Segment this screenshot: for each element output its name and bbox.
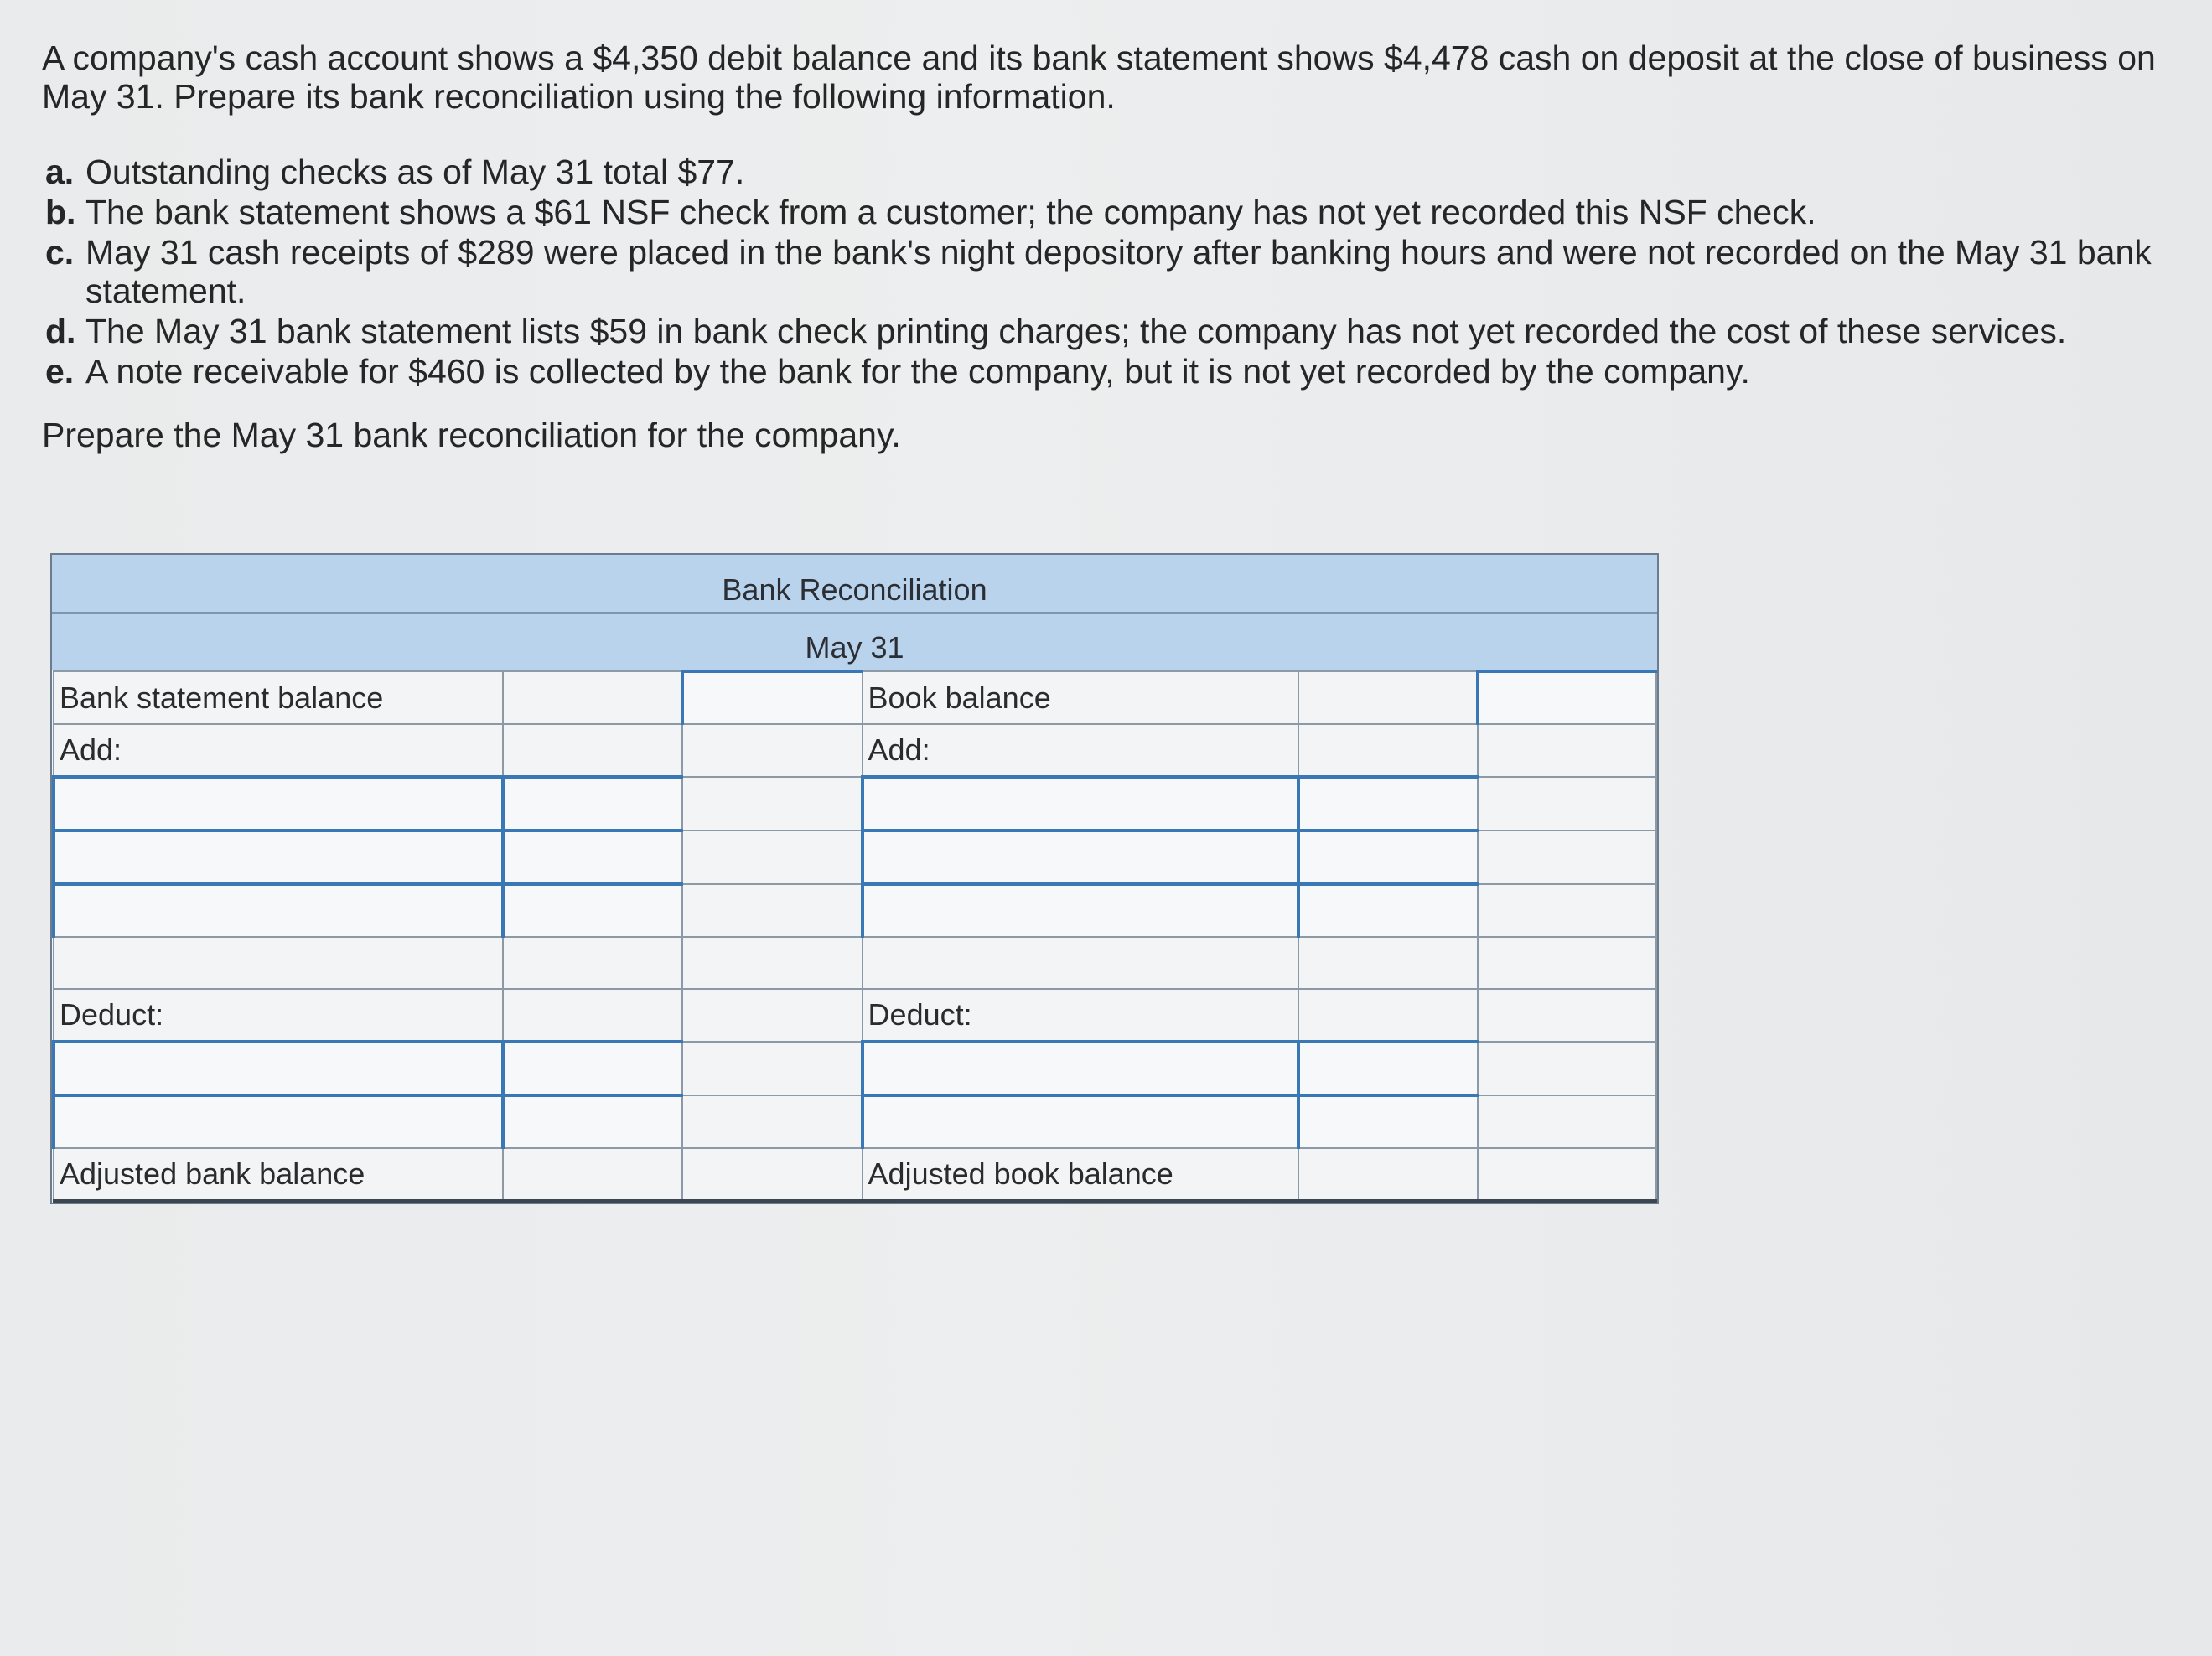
book-add-amount-input-2[interactable]: [1298, 831, 1477, 884]
empty-cell: [1478, 989, 1656, 1042]
empty-cell: [503, 937, 682, 989]
bank-deduct-amount-input-2[interactable]: [503, 1095, 682, 1148]
adjusted-book-balance-value: [1478, 1148, 1656, 1201]
empty-cell: [1298, 724, 1477, 777]
empty-cell: [682, 884, 862, 937]
empty-cell: [1478, 884, 1656, 937]
item-letter: a.: [45, 153, 75, 191]
empty-cell: [682, 724, 862, 777]
book-balance-label: Book balance: [863, 671, 1299, 724]
book-balance-spacer-cell: [1298, 671, 1477, 724]
item-letter: d.: [45, 312, 76, 350]
empty-cell: [503, 724, 682, 777]
item-letter: e.: [45, 352, 75, 391]
book-deduct-description-input-2[interactable]: [863, 1095, 1299, 1148]
bank-add-amount-input-3[interactable]: [503, 884, 682, 937]
problem-item-e: [42, 352, 2188, 391]
bank-add-label: Add:: [54, 724, 503, 777]
book-balance-input[interactable]: [1478, 671, 1656, 724]
problem-item-b: [42, 193, 2188, 231]
empty-cell: [54, 937, 503, 989]
table-row: [54, 989, 1656, 1042]
item-letter: b.: [45, 193, 76, 231]
empty-cell: [1298, 989, 1477, 1042]
empty-cell: [863, 937, 1299, 989]
table-row: [54, 831, 1656, 884]
empty-cell: [503, 989, 682, 1042]
book-deduct-description-input-1[interactable]: [863, 1042, 1299, 1095]
book-add-amount-input-1[interactable]: [1298, 777, 1477, 831]
item-text: Outstanding checks as of May 31 total $77.: [85, 153, 745, 191]
bank-deduct-description-input-1[interactable]: [54, 1042, 503, 1095]
item-text: The bank statement shows a $61 NSF check from a customer; the company has not yet recorded this NSF check.: [85, 193, 1816, 231]
table-row: [54, 884, 1656, 937]
empty-cell: [682, 831, 862, 884]
item-text: May 31 cash receipts of $289 were placed in the bank's night depository after banking hours and were not recorded on the May 31 bank statement.: [85, 233, 2152, 310]
book-add-description-input-3[interactable]: [863, 884, 1299, 937]
table-row: [54, 937, 1656, 989]
book-add-label: Add:: [863, 724, 1299, 777]
bank-statement-balance-input[interactable]: [682, 671, 862, 724]
bank-statement-balance-label: Bank statement balance: [54, 671, 503, 724]
bank-add-amount-input-1[interactable]: [503, 777, 682, 831]
problem-statement: [42, 39, 2188, 454]
adjusted-bank-balance-label: Adjusted bank balance: [54, 1148, 503, 1201]
empty-cell: [1478, 777, 1656, 831]
problem-instruction: Prepare the May 31 bank reconciliation for the company.: [42, 416, 901, 454]
bank-deduct-description-input-2[interactable]: [54, 1095, 503, 1148]
table-row: [54, 724, 1656, 777]
reconciliation-table: [52, 670, 1657, 1203]
bank-deduct-label: Deduct:: [54, 989, 503, 1042]
empty-cell: [1478, 1095, 1656, 1148]
problem-item-c: [42, 233, 2188, 310]
empty-cell: [503, 1148, 682, 1201]
adjusted-bank-balance-value: [682, 1148, 862, 1201]
empty-cell: [1298, 937, 1477, 989]
empty-cell: [682, 1042, 862, 1095]
empty-cell: [682, 989, 862, 1042]
empty-cell: [682, 937, 862, 989]
book-add-description-input-2[interactable]: [863, 831, 1299, 884]
bank-add-description-input-2[interactable]: [54, 831, 503, 884]
item-text: The May 31 bank statement lists $59 in bank check printing charges; the company has not yet recorded the cost of these services.: [85, 312, 2067, 350]
bank-reconciliation-form: [50, 553, 1659, 1204]
empty-cell: [1478, 1042, 1656, 1095]
bank-add-amount-input-2[interactable]: [503, 831, 682, 884]
item-text: A note receivable for $460 is collected by the bank for the company, but it is not yet recorded by the company.: [85, 352, 1750, 391]
empty-cell: [1478, 937, 1656, 989]
bank-add-description-input-3[interactable]: [54, 884, 503, 937]
empty-cell: [1478, 724, 1656, 777]
bank-deduct-amount-input-1[interactable]: [503, 1042, 682, 1095]
reconciliation-date: May 31: [805, 630, 904, 665]
table-row: [54, 1042, 1656, 1095]
bank-add-description-input-1[interactable]: [54, 777, 503, 831]
book-deduct-amount-input-1[interactable]: [1298, 1042, 1477, 1095]
book-add-amount-input-3[interactable]: [1298, 884, 1477, 937]
table-row: [54, 777, 1656, 831]
table-row: [54, 671, 1656, 724]
reconciliation-header: [52, 555, 1657, 670]
bank-statement-spacer-cell: [503, 671, 682, 724]
empty-cell: [682, 777, 862, 831]
book-deduct-label: Deduct:: [863, 989, 1299, 1042]
problem-items-list: [42, 153, 2188, 391]
table-row: [54, 1095, 1656, 1148]
reconciliation-title: Bank Reconciliation: [52, 555, 1657, 614]
book-deduct-amount-input-2[interactable]: [1298, 1095, 1477, 1148]
item-letter: c.: [45, 233, 75, 272]
empty-cell: [682, 1095, 862, 1148]
problem-intro: A company's cash account shows a $4,350 debit balance and its bank statement shows $4,478 cash on deposit at the close of business on May 31. Prepare its bank reconciliation using the following information.: [42, 39, 2156, 116]
table-row: [54, 1148, 1656, 1201]
problem-item-d: [42, 312, 2188, 350]
empty-cell: [1298, 1148, 1477, 1201]
problem-item-a: [42, 153, 2188, 191]
book-add-description-input-1[interactable]: [863, 777, 1299, 831]
adjusted-book-balance-label: Adjusted book balance: [863, 1148, 1299, 1201]
empty-cell: [1478, 831, 1656, 884]
